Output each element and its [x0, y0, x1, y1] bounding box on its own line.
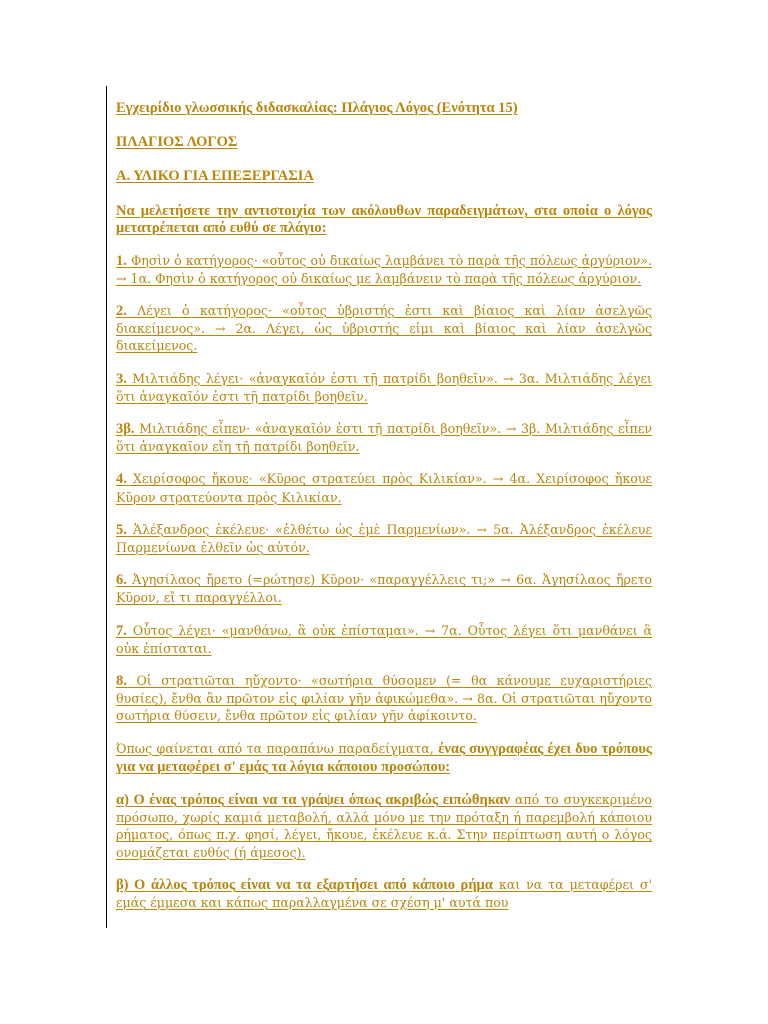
- example-item: [116, 470, 652, 505]
- examples-list: [116, 252, 652, 725]
- example-text: Χειρίσοφος ἤκουε· «Κῦρος στρατεύει πρὸς Κιλικίαν». → 4α. Χειρίσοφος ἤκουε Κῦρον στρατεύοντα πρὸς Κιλικίαν.: [116, 471, 652, 505]
- example-text: Οἱ στρατιῶται ηὔχοντο· «σωτήρια θύσομεν (= θα κάνουμε ευχαριστήριες θυσίες), ἔνθα ἂν πρῶτον εἰς φιλίαν γῆν ἀφικώμεθα». → 8α. Οἱ στρατιῶται ηὔχοντο σωτήρια θύσειν, ἔνθα πρῶτον εἰς φιλίαν γῆν ἀφίκοιντο.: [116, 673, 652, 724]
- example-number: 7.: [116, 622, 127, 639]
- example-number: 3.: [116, 370, 127, 387]
- example-item: [116, 672, 652, 725]
- way-a-lead: α) Ο ένας τρόπος είναι να τα γράψει όπως ακριβώς ειπώθηκαν: [116, 792, 510, 809]
- instruction-paragraph: Να μελετήσετε την αντιστοιχία των ακόλουθων παραδειγμάτων, στα οποία ο λόγος μετατρέπεται από ευθύ σε πλάγιο:: [116, 202, 652, 236]
- section-heading: ΠΛΑΓΙΟΣ ΛΟΓΟΣ: [116, 134, 238, 151]
- example-item: [116, 370, 652, 405]
- way-a-paragraph: [116, 791, 652, 861]
- left-margin-rule: [106, 86, 107, 928]
- example-item: [116, 420, 652, 455]
- way-b-text: και να τα μεταφέρει σ' εμάς έμμεσα και κάπως παραλλαγμένα σε σχέση μ' αυτά που: [116, 876, 652, 911]
- example-text: Μιλτιάδης εἶπεν· «ἀναγκαῖόν ἐστι τῇ πατρίδι βοηθεῖν». → 3β. Μιλτιάδης εἶπεν ὅτι ἀναγκαῖον εἴη τῇ πατρίδι βοηθεῖν.: [116, 421, 652, 455]
- document-title: Εγχειρίδιο γλωσσικής διδασκαλίας: Πλάγιος Λόγος (Ενότητα 15): [116, 100, 518, 116]
- summary-bold: ένας συγγραφέας έχει δυο τρόπους για να μεταφέρει σ' εμάς τα λόγια κάποιου προσώπου:: [116, 740, 652, 775]
- example-item: [116, 571, 652, 606]
- example-number: 1.: [116, 252, 127, 269]
- way-b-lead: β) Ο άλλος τρόπος είναι να τα εξαρτήσει από κάποιο ρήμα: [116, 876, 493, 893]
- summary-plain: Όπως φαίνεται από τα παραπάνω παραδείγματα,: [116, 740, 439, 756]
- example-text: Φησὶν ὁ κατήγορος· «οὗτος οὐ δικαίως λαμβάνει τὸ παρὰ τῆς πόλεως ἀργύριον». → 1α. Φησὶν ὁ κατήγορος οὐ δικαίως με λαμβάνειν τὸ παρὰ τῆς πόλεως ἀργύριον.: [116, 252, 652, 286]
- example-text: Ἀγησίλαος ἤρετο (=ρώτησε) Κῦρον· «παραγγέλλεις τι;» → 6α. Ἀγησίλαος ἤρετο Κῦρον, εἴ τι παραγγέλλοι.: [116, 572, 652, 606]
- subsection-heading: Α. ΥΛΙΚΟ ΓΙΑ ΕΠΕΞΕΡΓΑΣΙΑ: [116, 168, 314, 185]
- example-item: [116, 302, 652, 355]
- example-number: 3β.: [116, 421, 135, 438]
- example-item: [116, 521, 652, 556]
- example-item: [116, 252, 652, 287]
- example-item: [116, 622, 652, 657]
- example-text: Ἀλέξανδρος ἐκέλευε· «ἐλθέτω ὡς ἐμὲ Παρμενίων». → 5α. Ἀλέξανδρος ἐκέλευε Παρμενίωνα ἐλθεῖν ὡς αὑτόν.: [116, 521, 652, 556]
- example-number: 6.: [116, 572, 127, 589]
- example-number: 5.: [116, 521, 127, 538]
- example-number: 2.: [116, 303, 127, 320]
- summary-paragraph: [116, 740, 652, 776]
- way-a-text: από το συγκεκριμένο πρόσωπο, χωρίς καμιά μεταβολή, αλλά μόνο με την πρόταξη ή παρεμβολή κάποιου ρήματος, όπως π.χ. φησί, λέγει, ἤκουε, ἐκέλευε κ.ά. Στην περίπτωση αυτή ο λόγος ονομάζεται ευθύς (ή άμεσος).: [116, 792, 652, 860]
- document-body: [116, 100, 652, 926]
- example-text: Οὗτος λέγει· «μανθάνω, ἃ οὐκ ἐπίσταμαι». → 7α. Οὗτος λέγει ὅτι μανθάνει ἃ οὐκ ἐπίσταται.: [116, 622, 652, 656]
- example-text: Λέγει ὁ κατήγορος· «οὗτος ὑβριστής ἐστι καὶ βίαιος καὶ λίαν ἀσελγῶς διακείμενος». → 2α. Λέγει, ὡς ὑβριστής εἰμι καὶ βίαιος καὶ λίαν ἀσελγῶς διακείμενος.: [116, 303, 652, 354]
- way-b-paragraph: [116, 876, 652, 911]
- example-text: Μιλτιάδης λέγει· «ἀναγκαῖόν ἐστι τῇ πατρίδι βοηθεῖν». → 3α. Μιλτιάδης λέγει ὅτι ἀναγκαῖόν ἐστι τῇ πατρίδι βοηθεῖν.: [116, 370, 652, 404]
- example-number: 4.: [116, 471, 127, 488]
- example-number: 8.: [116, 673, 127, 690]
